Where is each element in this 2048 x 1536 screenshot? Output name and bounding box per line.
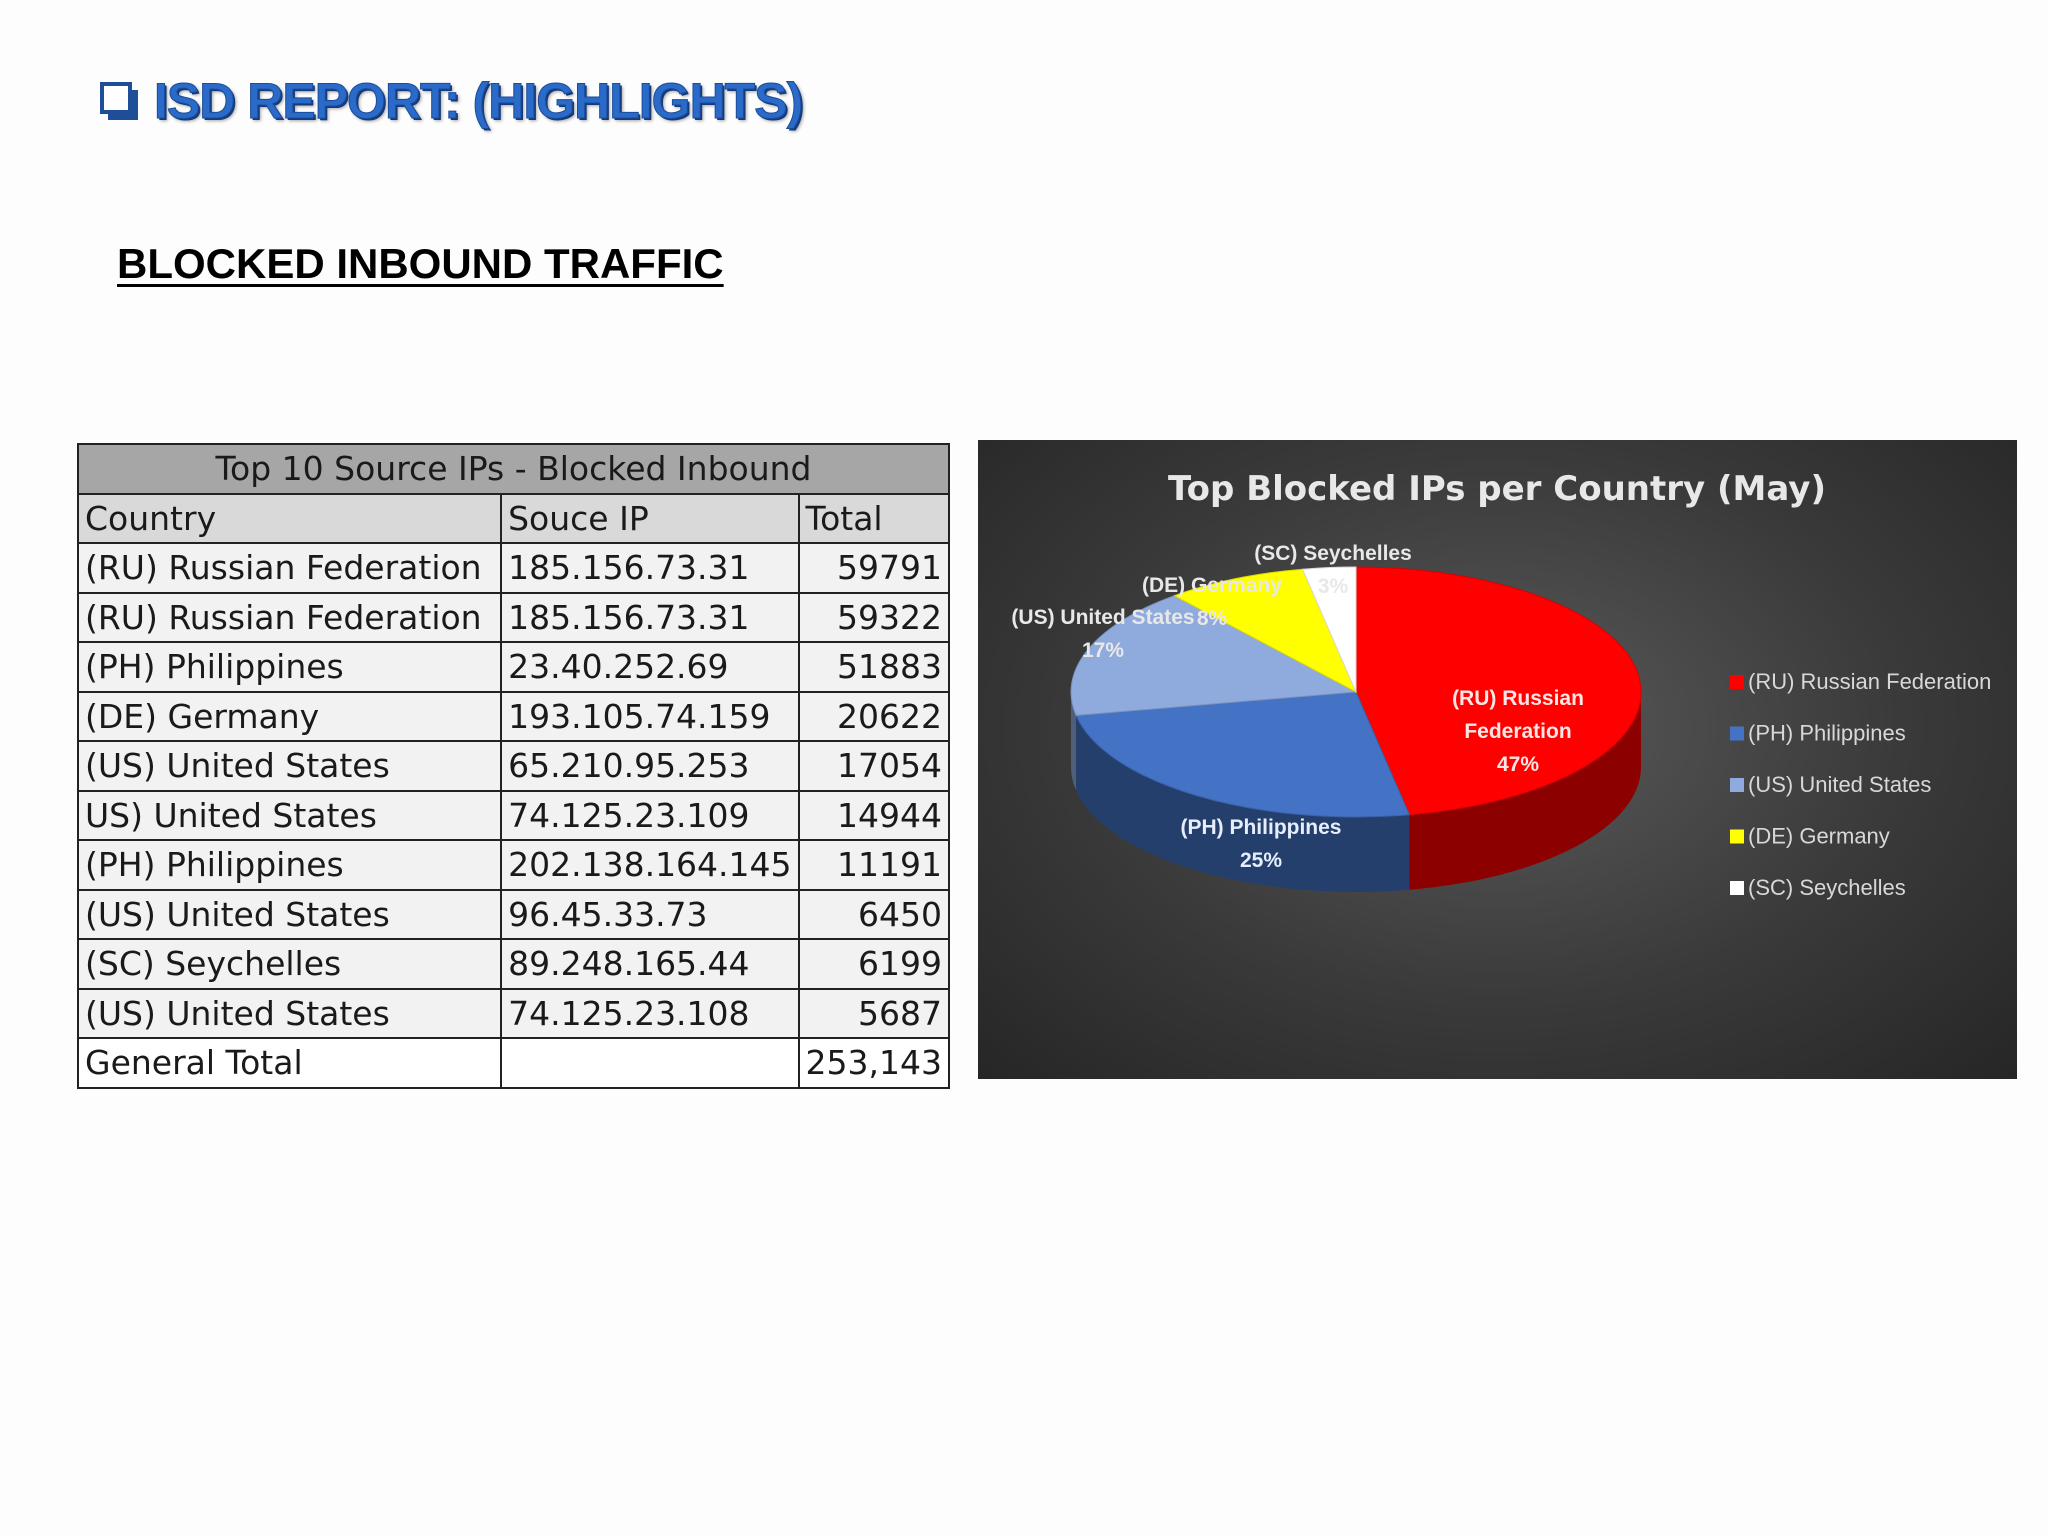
pie-data-label: (PH) Philippines [1180, 816, 1342, 839]
pie-data-label: (RU) Russian [1452, 687, 1584, 710]
total-cell: 14944 [799, 791, 949, 841]
legend-swatch [1730, 675, 1744, 689]
country-cell: (SC) Seychelles [78, 939, 501, 989]
country-cell: US) United States [78, 791, 501, 841]
legend-swatch [1730, 778, 1744, 792]
pie-data-label: Federation [1464, 720, 1572, 743]
legend-swatch [1730, 881, 1744, 895]
table-header-row [78, 494, 949, 544]
source-ip-cell: 202.138.164.145 [501, 840, 798, 890]
total-cell: 6450 [799, 890, 949, 940]
source-ip-cell: 185.156.73.31 [501, 593, 798, 643]
country-cell: (US) United States [78, 890, 501, 940]
total-cell: 20622 [799, 692, 949, 742]
country-cell: (US) United States [78, 741, 501, 791]
section-title: BLOCKED INBOUND TRAFFIC [117, 240, 724, 287]
source-ip-cell: 96.45.33.73 [501, 890, 798, 940]
total-cell: 51883 [799, 642, 949, 692]
pie-data-label: 25% [1239, 849, 1283, 872]
chart-title: Top Blocked IPs per Country (May) [1168, 469, 1826, 509]
total-cell: 5687 [799, 989, 949, 1039]
column-header-country: Country [78, 494, 501, 544]
country-cell: (US) United States [78, 989, 501, 1039]
pie-chart [978, 440, 2017, 1079]
legend-label: (DE) Germany [1748, 823, 1890, 849]
pie-chart-panel [978, 440, 2017, 1079]
legend-swatch [1730, 830, 1744, 844]
source-ip-cell: 89.248.165.44 [501, 939, 798, 989]
table-row [78, 642, 949, 692]
total-label-cell: General Total [78, 1038, 501, 1088]
source-ip-cell: 74.125.23.109 [501, 791, 798, 841]
pie-data-label: (US) United States [1011, 606, 1195, 629]
total-cell: 17054 [799, 741, 949, 791]
legend-label: (PH) Philippines [1748, 720, 1906, 746]
table-title-row [78, 444, 949, 494]
pie-data-label: 8% [1196, 607, 1228, 630]
pie-data-label: 17% [1081, 639, 1125, 662]
checkbox-icon [100, 82, 138, 120]
column-header-total: Total [799, 494, 949, 544]
table-row [78, 939, 949, 989]
country-cell: (PH) Philippines [78, 840, 501, 890]
country-cell: (PH) Philippines [78, 642, 501, 692]
grand-total-cell: 253,143 [799, 1038, 949, 1088]
pie-data-label: 3% [1317, 575, 1349, 598]
column-header-source-ip: Souce IP [501, 494, 798, 544]
pie-data-label: 47% [1496, 753, 1540, 776]
country-cell: (RU) Russian Federation [78, 593, 501, 643]
legend-label: (SC) Seychelles [1748, 875, 1906, 900]
legend-swatch [1730, 727, 1744, 741]
total-cell: 6199 [799, 939, 949, 989]
pie-data-label: (DE) Germany [1141, 574, 1283, 597]
table-title: Top 10 Source IPs - Blocked Inbound [78, 444, 949, 494]
table-total-row [78, 1038, 949, 1088]
legend-label: (RU) Russian Federation [1748, 669, 1992, 694]
country-cell: (RU) Russian Federation [78, 543, 501, 593]
source-ip-cell: 193.105.74.159 [501, 692, 798, 742]
table-row [78, 692, 949, 742]
total-cell: 59322 [799, 593, 949, 643]
top-source-ips-table [77, 443, 950, 1089]
table-row [78, 989, 949, 1039]
report-header [100, 72, 802, 130]
table-row [78, 840, 949, 890]
table-row [78, 791, 949, 841]
pie-data-label: (SC) Seychelles [1254, 542, 1412, 565]
total-cell: 59791 [799, 543, 949, 593]
source-ip-cell: 74.125.23.108 [501, 989, 798, 1039]
total-cell: 11191 [799, 840, 949, 890]
table-row [78, 593, 949, 643]
table-row [78, 890, 949, 940]
legend-label: (US) United States [1748, 772, 1932, 797]
total-ip-cell [501, 1038, 798, 1088]
source-ip-cell: 65.210.95.253 [501, 741, 798, 791]
table-row [78, 741, 949, 791]
report-title: ISD REPORT: (HIGHLIGHTS) [154, 73, 803, 129]
table-row [78, 543, 949, 593]
source-ip-cell: 185.156.73.31 [501, 543, 798, 593]
country-cell: (DE) Germany [78, 692, 501, 742]
source-ip-cell: 23.40.252.69 [501, 642, 798, 692]
